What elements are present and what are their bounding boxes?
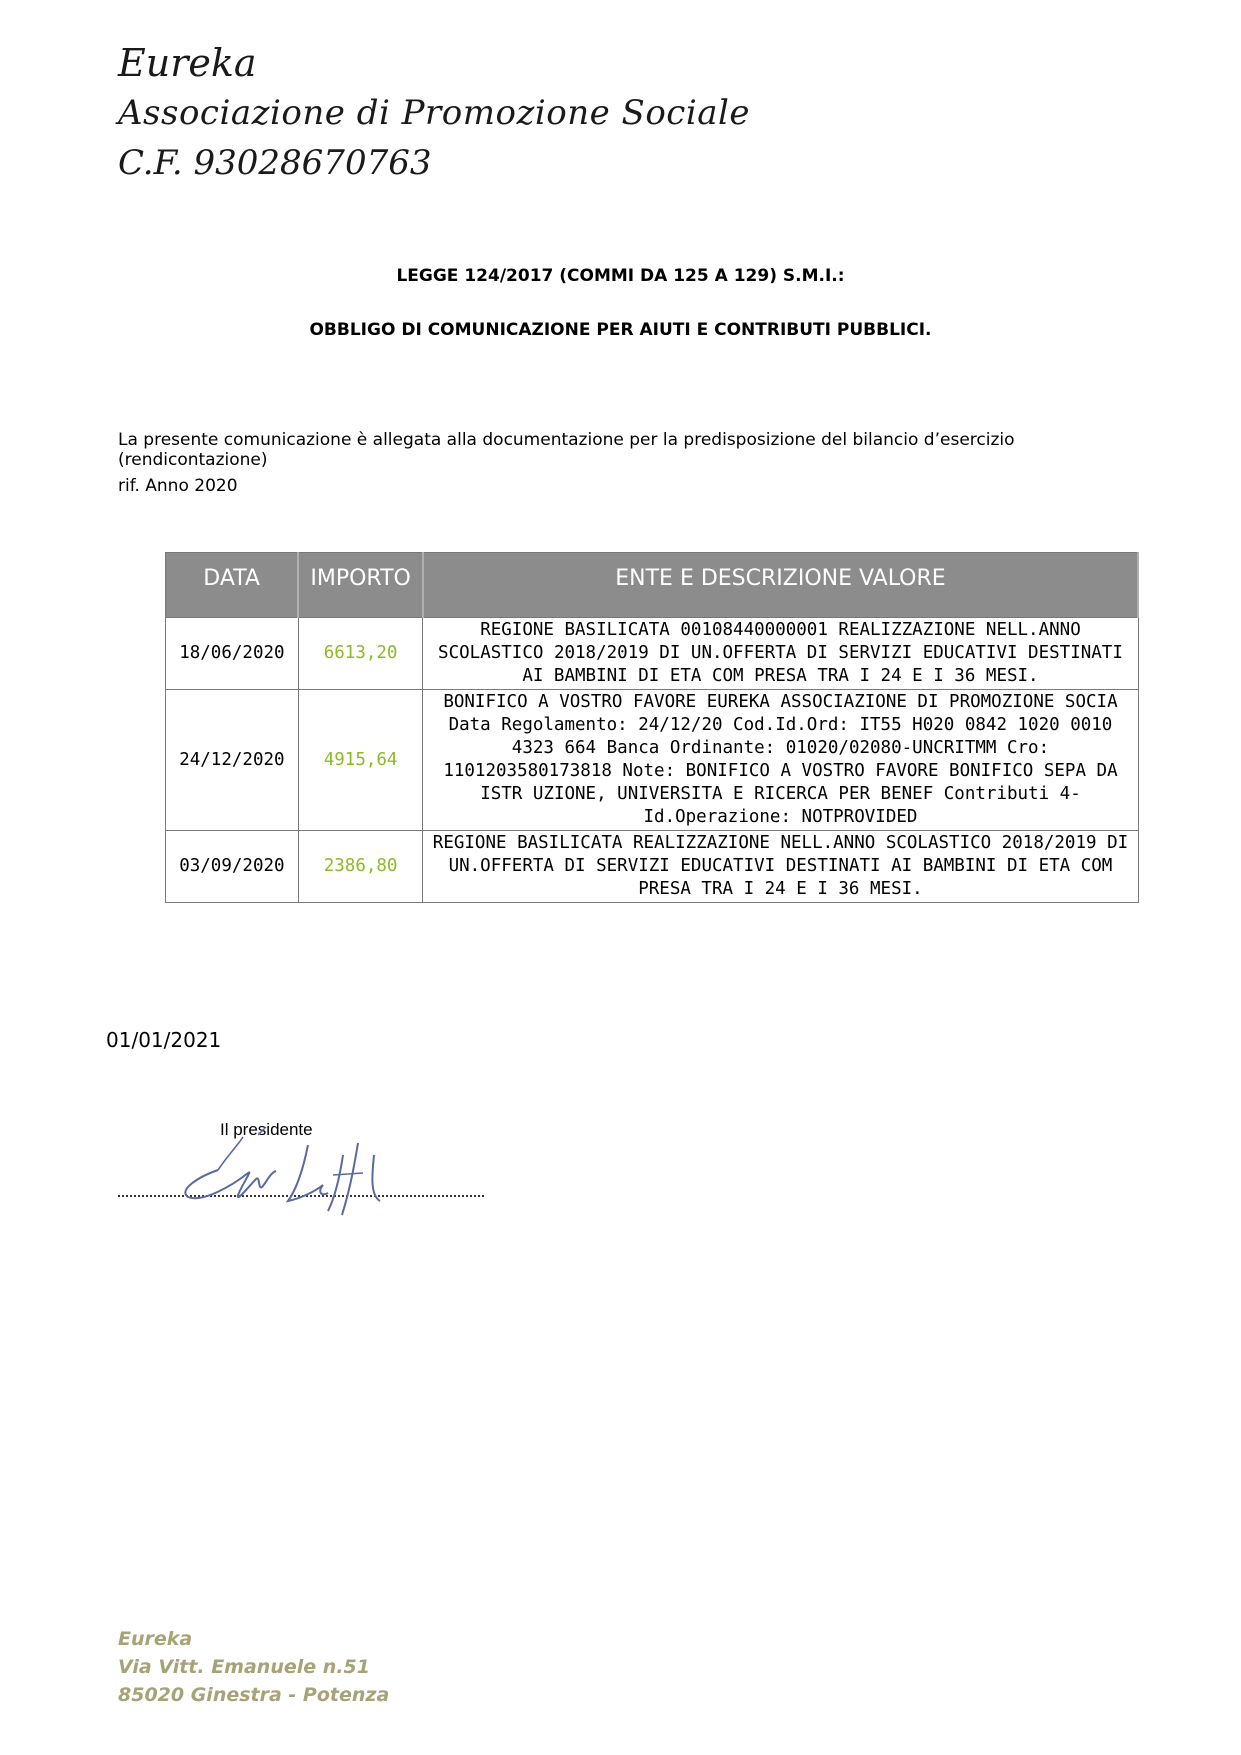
footer-address bbox=[118, 1625, 389, 1709]
grants-table bbox=[165, 552, 1139, 903]
signature-block bbox=[118, 1115, 498, 1225]
header-amount: IMPORTO bbox=[298, 553, 423, 618]
header-date: DATA bbox=[166, 553, 299, 618]
row-amount: 4915,64 bbox=[298, 690, 423, 831]
row-description: BONIFICO A VOSTRO FAVORE EUREKA ASSOCIAZIONE DI PROMOZIONE SOCIA Data Regolamento: 24/12/20 Cod.Id.Ord: IT55 H020 0842 1020 0010 4323 664 Banca Ordinante: 01020/02080-UNCRITMM Cro: 1101203580173818 Note: BONIFICO A VOSTRO FAVORE BONIFICO SEPA DA ISTR UZIONE, UNIVERSITA E RICERCA PER BENEF Contributi 4-Id.Operazione: NOTPROVIDED bbox=[423, 690, 1138, 831]
association-name: Eureka bbox=[118, 41, 257, 85]
signature-label: Il presidente bbox=[220, 1120, 313, 1139]
row-amount: 2386,80 bbox=[298, 831, 423, 903]
law-heading: LEGGE 124/2017 (COMMI DA 125 A 129) S.M.I.: bbox=[396, 266, 845, 286]
row-amount: 6613,20 bbox=[298, 618, 423, 690]
footer-street: Via Vitt. Emanuele n.51 bbox=[118, 1656, 370, 1678]
row-date: 03/09/2020 bbox=[166, 831, 299, 903]
intro-statement: La presente comunicazione è allegata alla documentazione per la predisposizione del bilancio d’esercizio (rendicontazione) bbox=[118, 430, 1015, 470]
table-header-row bbox=[166, 553, 1139, 618]
letterhead bbox=[118, 38, 750, 188]
footer-city: 85020 Ginestra - Potenza bbox=[118, 1684, 390, 1706]
table-row bbox=[166, 618, 1139, 690]
obligation-heading: OBBLIGO DI COMUNICAZIONE PER AIUTI E CONTRIBUTI PUBBLICI. bbox=[309, 320, 932, 340]
association-type: Associazione di Promozione Sociale bbox=[118, 93, 750, 133]
row-date: 24/12/2020 bbox=[166, 690, 299, 831]
header-description: ENTE E DESCRIZIONE VALORE bbox=[423, 553, 1138, 618]
document-date: 01/01/2021 bbox=[106, 1028, 222, 1052]
footer-name: Eureka bbox=[118, 1628, 193, 1650]
table-row bbox=[166, 690, 1139, 831]
row-description: REGIONE BASILICATA REALIZZAZIONE NELL.ANNO SCOLASTICO 2018/2019 DI UN.OFFERTA DI SERVIZI EDUCATIVI DESTINATI AI BAMBINI DI ETA COM PRESA TRA I 24 E I 36 MESI. bbox=[423, 831, 1138, 903]
row-description: REGIONE BASILICATA 00108440000001 REALIZZAZIONE NELL.ANNO SCOLASTICO 2018/2019 DI UN.OFFERTA DI SERVIZI EDUCATIVI DESTINATI AI BAMBINI DI ETA COM PRESA TRA I 24 E I 36 MESI. bbox=[423, 618, 1138, 690]
handwritten-signature bbox=[158, 1115, 458, 1225]
table-row bbox=[166, 831, 1139, 903]
row-date: 18/06/2020 bbox=[166, 618, 299, 690]
reference-year: rif. Anno 2020 bbox=[118, 476, 238, 496]
tax-code: C.F. 93028670763 bbox=[118, 143, 432, 183]
